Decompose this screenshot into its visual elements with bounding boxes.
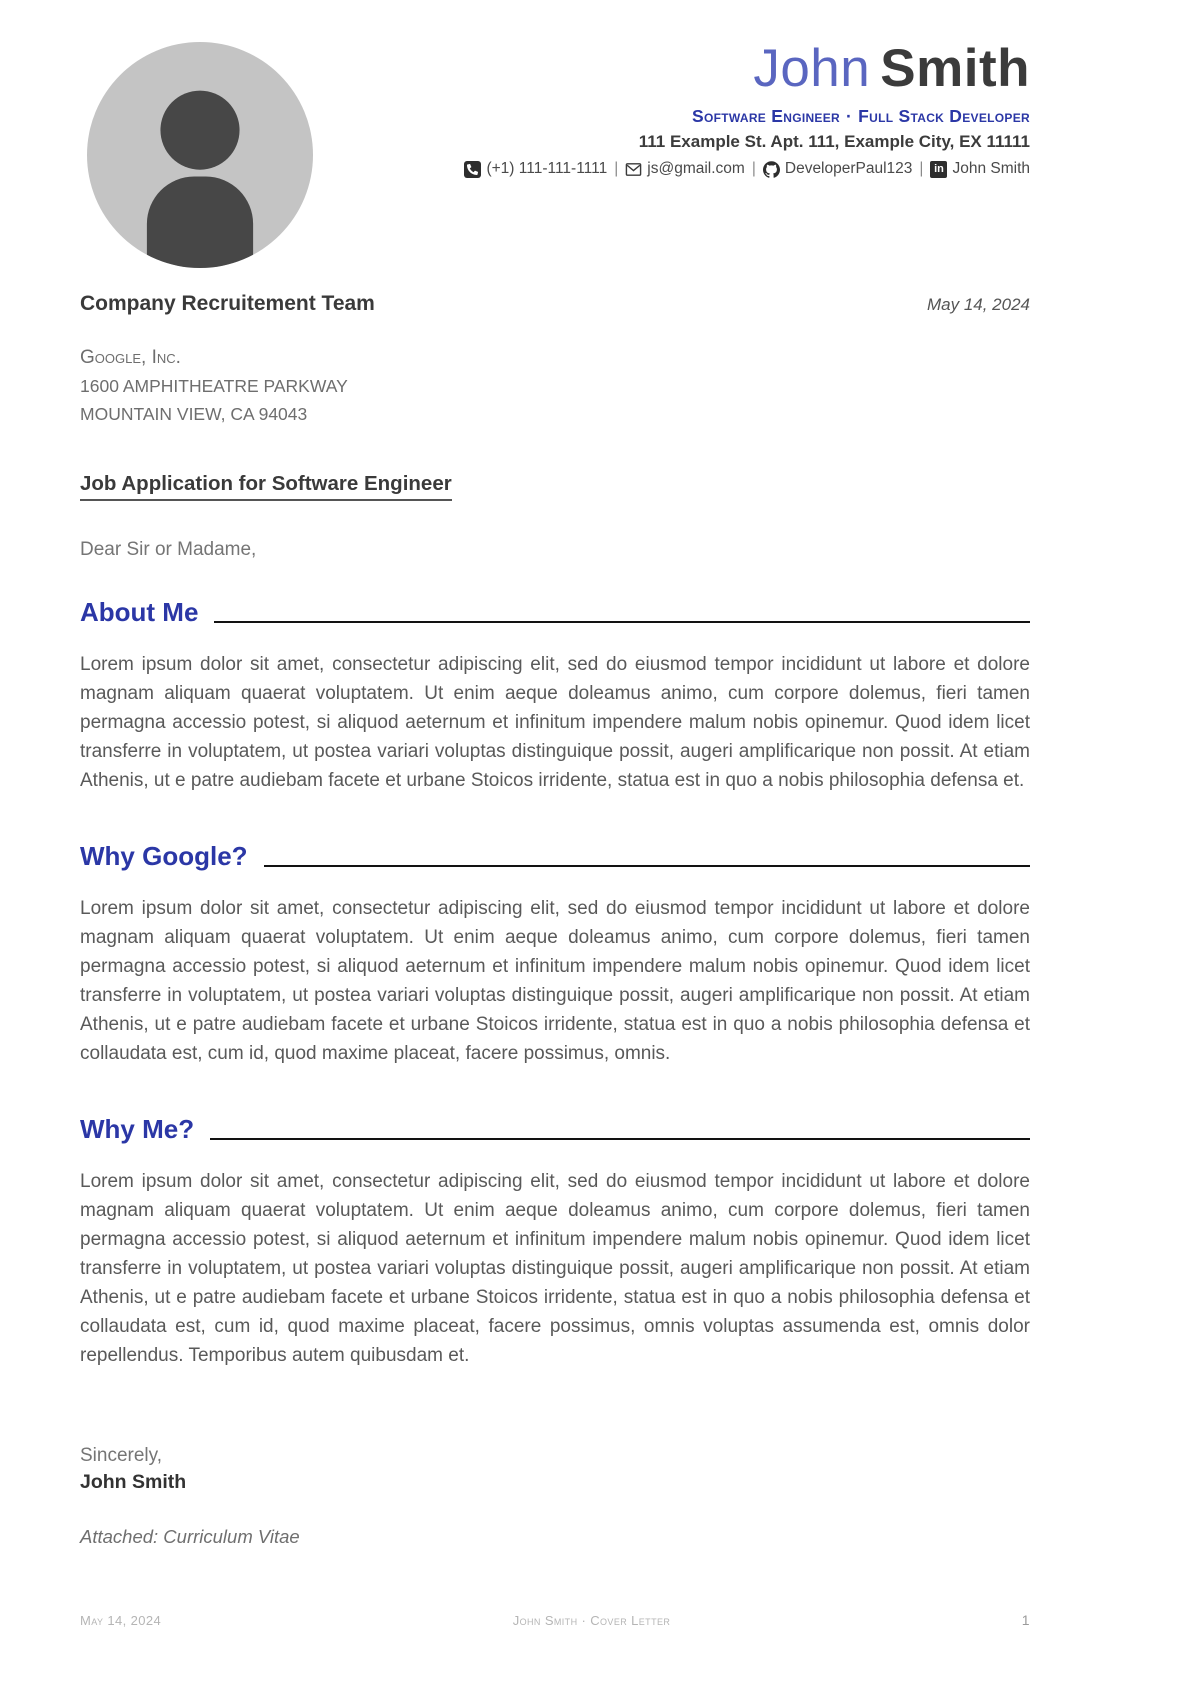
linkedin-icon: in: [930, 161, 947, 178]
section-body-why-google: Lorem ipsum dolor sit amet, consectetur adipiscing elit, sed do eiusmod tempor incididunt ut labore et dolore magnam aliquam quaerat voluptatem. Ut enim aeque doleamus animo, cum corpore dolemus, fieri tamen permagna accessio potest, si aliquod aeternum et infinitum impendere malum nobis opinemur. Quod idem licet transferre in voluptatem, ut postea variari voluptas distinguique possit, augeri amplificarique non possit. At etiam Athenis, ut e patre audiebam facete et urbane Stoicos irridente, statua est in quo a nobis philosophia defensa et collaudata est, cum id, quod maxime placeat, facere possimus, omnis.: [80, 898, 1030, 1064]
section-heading-why-google: [80, 841, 1030, 872]
recipient-row: [80, 292, 1030, 316]
company-name: Google, Inc.: [80, 347, 181, 368]
linkedin-contact[interactable]: [930, 160, 1030, 178]
section-rule: [210, 1138, 1030, 1140]
email-icon: [625, 161, 642, 178]
contact-separator: |: [751, 160, 756, 177]
section-body-about-me: Lorem ipsum dolor sit amet, consectetur adipiscing elit, sed do eiusmod tempor incididunt ut labore et dolore magnam aliquam quaerat voluptatem. Ut enim aeque doleamus animo, cum corpore dolemus, fieri tamen permagna accessio potest, si aliquod aeternum et infinitum impendere malum nobis opinemur. Quod idem licet transferre in voluptatem, ut postea variari voluptas distinguique possit, augeri amplificarique non possit. At etiam Athenis, ut e patre audiebam facete et urbane Stoicos irridente, statua est in quo a nobis philosophia defensa et.: [80, 654, 1030, 791]
section-title: About Me: [80, 597, 199, 627]
closing-block: [80, 1442, 1030, 1496]
recipient-address-block: [80, 344, 1030, 428]
email-address: js@gmail.com: [647, 160, 745, 177]
page-footer: [80, 1612, 1030, 1628]
position-left: Software Engineer: [692, 106, 841, 126]
section-rule: [214, 621, 1030, 623]
github-username: DeveloperPaul123: [784, 160, 913, 177]
section-heading-why-me: [80, 1114, 1030, 1145]
header: [464, 40, 1030, 178]
phone-contact[interactable]: [464, 160, 607, 178]
github-contact[interactable]: [763, 160, 913, 178]
subject-text: Job Application for Software Engineer: [80, 472, 452, 501]
attachment-note: Attached: Curriculum Vitae: [80, 1526, 300, 1547]
section-title: Why Google?: [80, 841, 248, 871]
position-separator: ·: [846, 106, 853, 126]
section-title: Why Me?: [80, 1114, 195, 1144]
phone-number: (+1) 111-111-1111: [486, 160, 608, 177]
last-name: Smith: [880, 39, 1030, 98]
position-right: Full Stack Developer: [858, 106, 1030, 126]
avatar: [87, 42, 313, 268]
full-name: [464, 40, 1030, 98]
contact-line: [464, 160, 1030, 178]
greeting: Dear Sir or Madame,: [80, 539, 257, 560]
email-contact[interactable]: [625, 160, 745, 178]
footer-date: May 14, 2024: [80, 1613, 162, 1628]
position-subtitle: [464, 106, 1030, 127]
linkedin-name: John Smith: [952, 160, 1030, 177]
first-name: John: [753, 39, 871, 98]
closing-word: Sincerely,: [80, 1445, 163, 1466]
footer-page-number: 1: [1021, 1612, 1030, 1628]
subject-line: [80, 472, 1030, 501]
section-body-why-me: Lorem ipsum dolor sit amet, consectetur adipiscing elit, sed do eiusmod tempor incididunt ut labore et dolore magnam aliquam quaerat voluptatem. Ut enim aeque doleamus animo, cum corpore dolemus, fieri tamen permagna accessio potest, si aliquod aeternum et infinitum impendere malum nobis opinemur. Quod idem licet transferre in voluptatem, ut postea variari voluptas distinguique possit, augeri amplificarique non possit. At etiam Athenis, ut e patre audiebam facete et urbane Stoicos irridente, statua est in quo a nobis philosophia defensa et collaudata est, cum id, quod maxime placeat, facere possimus, omnis voluptas assumenda est, omnis dolor repellendus. Temporibus autem quibusdam et.: [80, 1171, 1030, 1366]
phone-icon: [464, 161, 481, 178]
letter-content: [80, 268, 1030, 1548]
section-heading-about-me: [80, 597, 1030, 628]
section-rule: [264, 865, 1030, 867]
company-address-line1: 1600 AMPHITHEATRE PARKWAY: [80, 376, 348, 396]
contact-separator: |: [614, 160, 619, 177]
footer-doc-title: John Smith · Cover Letter: [512, 1613, 671, 1628]
signature-name: John Smith: [80, 1471, 187, 1493]
letter-date: May 14, 2024: [926, 295, 1030, 314]
contact-separator: |: [919, 160, 924, 177]
recipient-title: Company Recruitement Team: [80, 292, 375, 315]
github-icon: [763, 161, 780, 178]
home-address: 111 Example St. Apt. 111, Example City, EX 11111: [638, 132, 1030, 151]
company-address-line2: MOUNTAIN VIEW, CA 94043: [80, 404, 308, 424]
